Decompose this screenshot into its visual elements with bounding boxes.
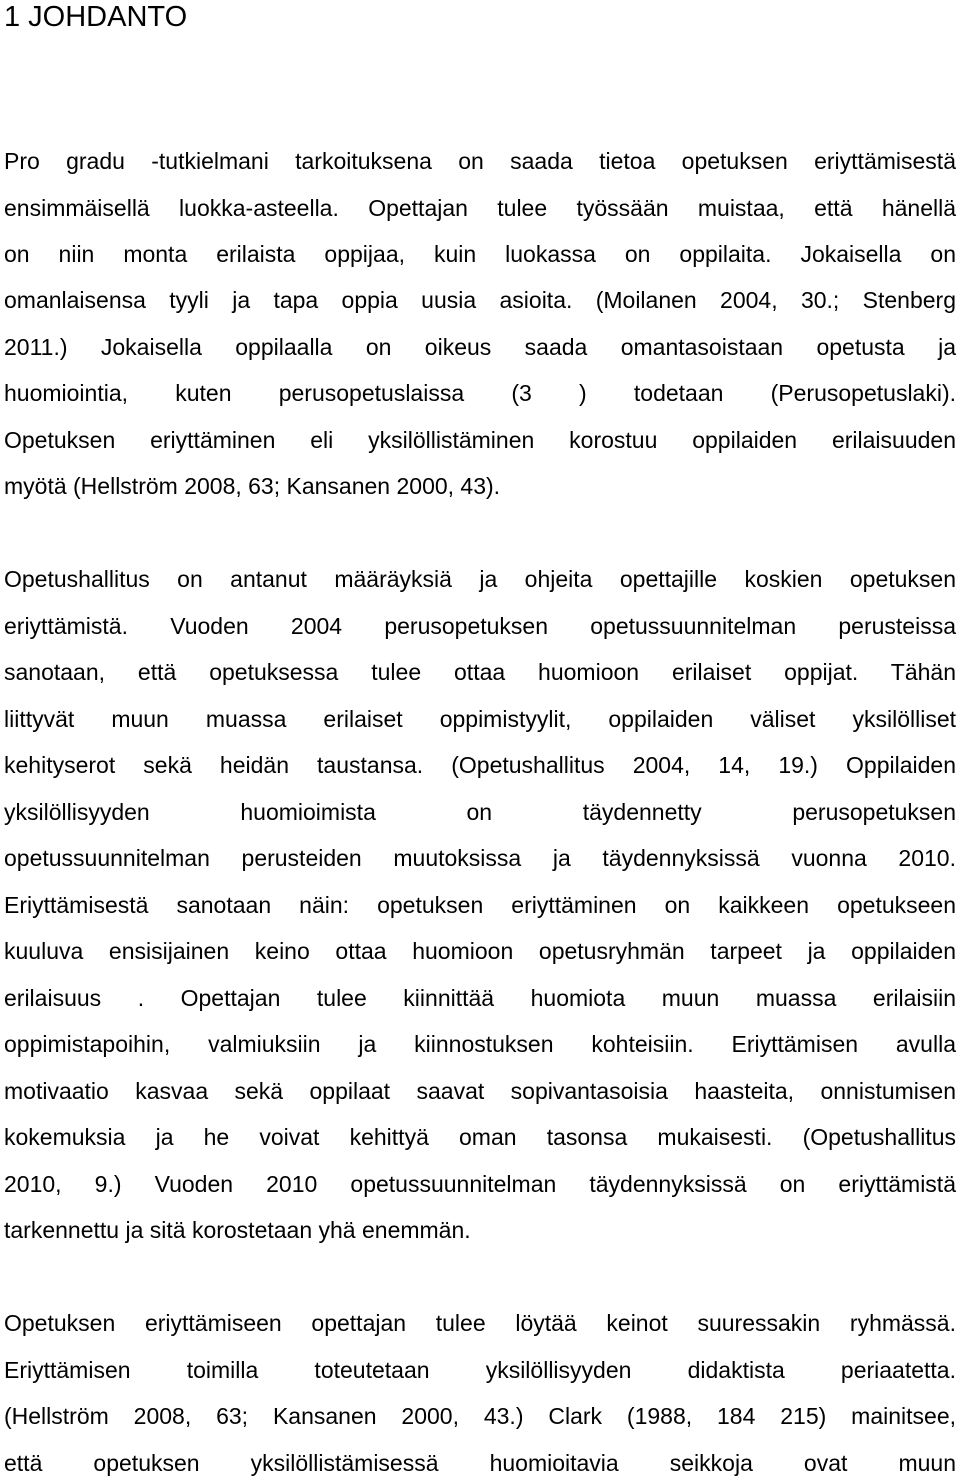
- paragraph-line: eriyttämistä. Vuoden 2004 perusopetuksen opetussuunnitelman perusteissa: [4, 613, 956, 639]
- paragraph-line: yksilöllisyyden huomioimista on täydennetty perusopetuksen: [4, 799, 956, 825]
- paragraph-line: Opetuksen eriyttäminen eli yksilöllistäminen korostuu oppilaiden erilaisuuden: [4, 427, 956, 453]
- paragraph-line: 2011.) Jokaisella oppilaalla on oikeus saada omantasoistaan opetusta ja: [4, 334, 956, 360]
- paragraph-line: (Hellström 2008, 63; Kansanen 2000, 43.) Clark (1988, 184 215) mainitsee,: [4, 1403, 956, 1429]
- paragraph-line: ensimmäisellä luokka-asteella. Opettajan tulee työssään muistaa, että hänellä: [4, 195, 956, 221]
- paragraph-line: huomiointia, kuten perusopetuslaissa (3 ) todetaan (Perusopetuslaki).: [4, 380, 956, 406]
- document-page: [4, 0, 956, 1483]
- paragraph-line: Pro gradu -tutkielmani tarkoituksena on saada tietoa opetuksen eriyttämisestä: [4, 148, 956, 174]
- paragraph-line: että opetuksen yksilöllistämisessä huomioitavia seikkoja ovat muun: [4, 1450, 956, 1476]
- paragraph-line: Eriyttämisestä sanotaan näin: opetuksen eriyttäminen on kaikkeen opetukseen: [4, 892, 956, 918]
- paragraph-line: kehityserot sekä heidän taustansa. (Opetushallitus 2004, 14, 19.) Oppilaiden: [4, 752, 956, 778]
- paragraph-line: omanlaisensa tyyli ja tapa oppia uusia asioita. (Moilanen 2004, 30.; Stenberg: [4, 287, 956, 313]
- paragraph-line: kokemuksia ja he voivat kehittyä oman tasonsa mukaisesti. (Opetushallitus: [4, 1124, 956, 1150]
- paragraph-line: 2010, 9.) Vuoden 2010 opetussuunnitelman täydennyksissä on eriyttämistä: [4, 1171, 956, 1197]
- paragraph-line: sanotaan, että opetuksessa tulee ottaa huomioon erilaiset oppijat. Tähän: [4, 659, 956, 685]
- paragraph-line: Opetushallitus on antanut määräyksiä ja ohjeita opettajille koskien opetuksen: [4, 566, 956, 592]
- paragraph-line: oppimistapoihin, valmiuksiin ja kiinnostuksen kohteisiin. Eriyttämisen avulla: [4, 1031, 956, 1057]
- paragraph-line: myötä (Hellström 2008, 63; Kansanen 2000, 43).: [4, 473, 501, 499]
- paragraph-line: erilaisuus . Opettajan tulee kiinnittää huomiota muun muassa erilaisiin: [4, 985, 956, 1011]
- paragraph-line: opetussuunnitelman perusteiden muutoksissa ja täydennyksissä vuonna 2010.: [4, 845, 956, 871]
- section-heading: 1 JOHDANTO: [4, 1, 188, 33]
- paragraph-line: motivaatio kasvaa sekä oppilaat saavat sopivantasoisia haasteita, onnistumisen: [4, 1078, 956, 1104]
- paragraph-line: liittyvät muun muassa erilaiset oppimistyylit, oppilaiden väliset yksilölliset: [4, 706, 956, 732]
- paragraph-line: Eriyttämisen toimilla toteutetaan yksilöllisyyden didaktista periaatetta.: [4, 1357, 956, 1383]
- paragraph-line: on niin monta erilaista oppijaa, kuin luokassa on oppilaita. Jokaisella on: [4, 241, 956, 267]
- paragraph-line: kuuluva ensisijainen keino ottaa huomioon opetusryhmän tarpeet ja oppilaiden: [4, 938, 956, 964]
- paragraph-line: Opetuksen eriyttämiseen opettajan tulee löytää keinot suuressakin ryhmässä.: [4, 1310, 956, 1336]
- paragraph-line: tarkennettu ja sitä korostetaan yhä enemmän.: [4, 1217, 471, 1243]
